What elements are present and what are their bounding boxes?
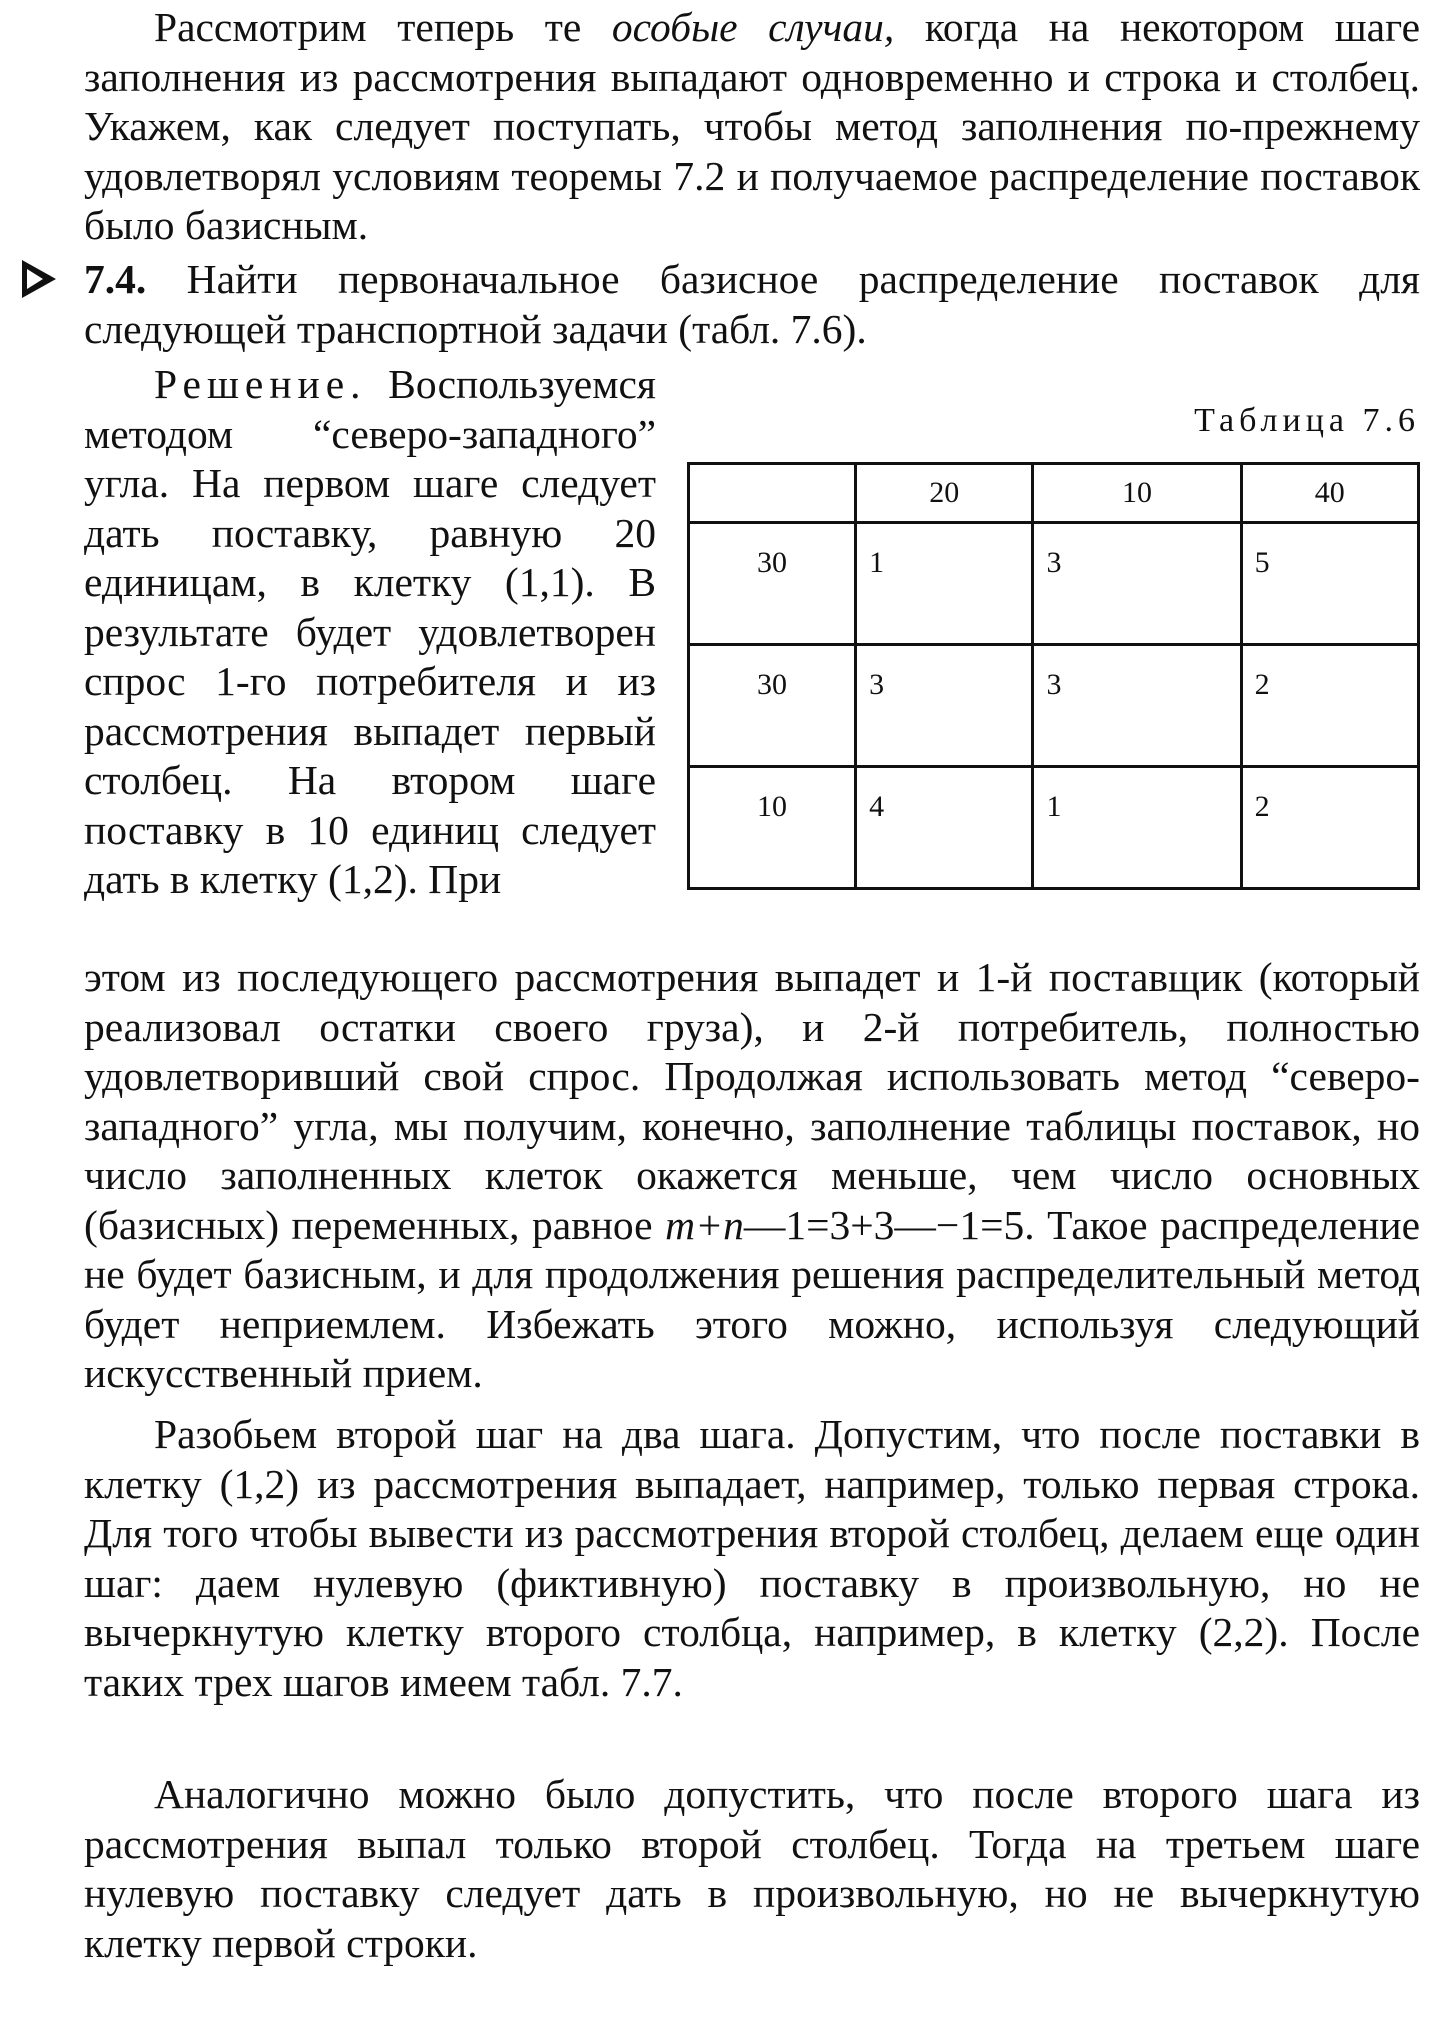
- continuation-text-end: —1=3+3—−1=5. Такое распределение не будет базисным, и для продолжения решения распределительный метод будет неприемлем. Избежать этого можно, используя следующий искусственный прием.: [84, 1201, 1421, 1396]
- intro-emphasis: особые случаи,: [611, 4, 895, 50]
- paragraph-analogous: Аналогично можно было допустить, что после второго шага из рассмотрения выпал только второй столбец. Тогда на третьем шаге нулевую поставку следует дать в произвольную, но не вычеркнутую клетку первой строки.: [84, 1771, 1420, 1966]
- table-row: [689, 767, 1419, 889]
- paragraph-split-step: Разобьем второй шаг на два шага. Допустим, что после поставки в клетку (1,2) из рассмотрения выпадает, например, только первая строка. Для того чтобы вывести из рассмотрения второй столбец, делаем еще один шаг: даем нулевую (фиктивную) поставку в произвольную, но не вычеркнутую клетку второго столбца, например, в клетку (2,2). После таких трех шагов имеем табл. 7.7.: [84, 1411, 1420, 1705]
- cost-cell: 3: [1033, 645, 1241, 767]
- table-header-row: [689, 464, 1419, 523]
- supply-cell: 30: [689, 645, 856, 767]
- cost-cell: 2: [1241, 767, 1418, 889]
- supply-cell: 10: [689, 767, 856, 889]
- problem-text: Найти первоначальное базисное распределение поставок для следующей транспортной задачи (табл. 7.6).: [84, 256, 1420, 352]
- cost-cell: 3: [1033, 523, 1241, 645]
- demand-cell: 10: [1033, 464, 1241, 523]
- demand-cell: 40: [1241, 464, 1418, 523]
- cost-cell: 5: [1241, 523, 1418, 645]
- triangle-marker-icon: [22, 260, 56, 298]
- cost-cell: 3: [856, 645, 1033, 767]
- table-row: [689, 523, 1419, 645]
- continuation-paragraph: [84, 953, 1420, 1399]
- demand-cell: 20: [856, 464, 1033, 523]
- intro-text-start: Рассмотрим теперь те: [154, 4, 612, 50]
- solution-label: Решение.: [154, 361, 367, 407]
- problem-statement: [84, 255, 1420, 354]
- intro-text-end: когда на некотором шаге заполнения из рассмотрения выпадают одновременно и строка и столбец. Укажем, как следует поступать, чтобы метод заполнения по-прежнему удовлетворял условиям теоремы 7.2 и получаемое распределение поставок было базисным.: [84, 4, 1420, 248]
- cost-cell: 1: [856, 523, 1033, 645]
- cost-cell: 4: [856, 767, 1033, 889]
- table-row: [689, 645, 1419, 767]
- formula-variables: m+n: [665, 1201, 744, 1248]
- transport-table: [687, 462, 1420, 890]
- problem-number: 7.4.: [84, 256, 147, 302]
- table-caption: Таблица 7.6: [1194, 402, 1420, 439]
- cost-cell: 1: [1033, 767, 1241, 889]
- supply-cell: 30: [689, 523, 856, 645]
- table-corner-cell: [689, 464, 856, 523]
- solution-wrapped-paragraph: [84, 360, 656, 905]
- solution-text: Воспользуемся методом “северо-западного” угла. На первом шаге следует дать поставку, равную 20 единицам, в клетку (1,1). В результате будет удовлетворен спрос 1-го потребителя и из рассмотрения выпадет первый столбец. На втором шаге поставку в 10 единиц следует дать в клетку (1,2). При: [84, 361, 656, 902]
- intro-paragraph: [84, 3, 1420, 251]
- cost-cell: 2: [1241, 645, 1418, 767]
- continuation-text: этом из последующего рассмотрения выпадет и 1-й поставщик (который реализовал остатки своего груза), и 2-й потребитель, полностью удовлетворивший свой спрос. Продолжая использовать метод “северо-западного” угла, мы получим, конечно, заполнение таблицы поставок, но число заполненных клеток окажется меньше, чем число основных (базисных) переменных, равное: [84, 954, 1420, 1248]
